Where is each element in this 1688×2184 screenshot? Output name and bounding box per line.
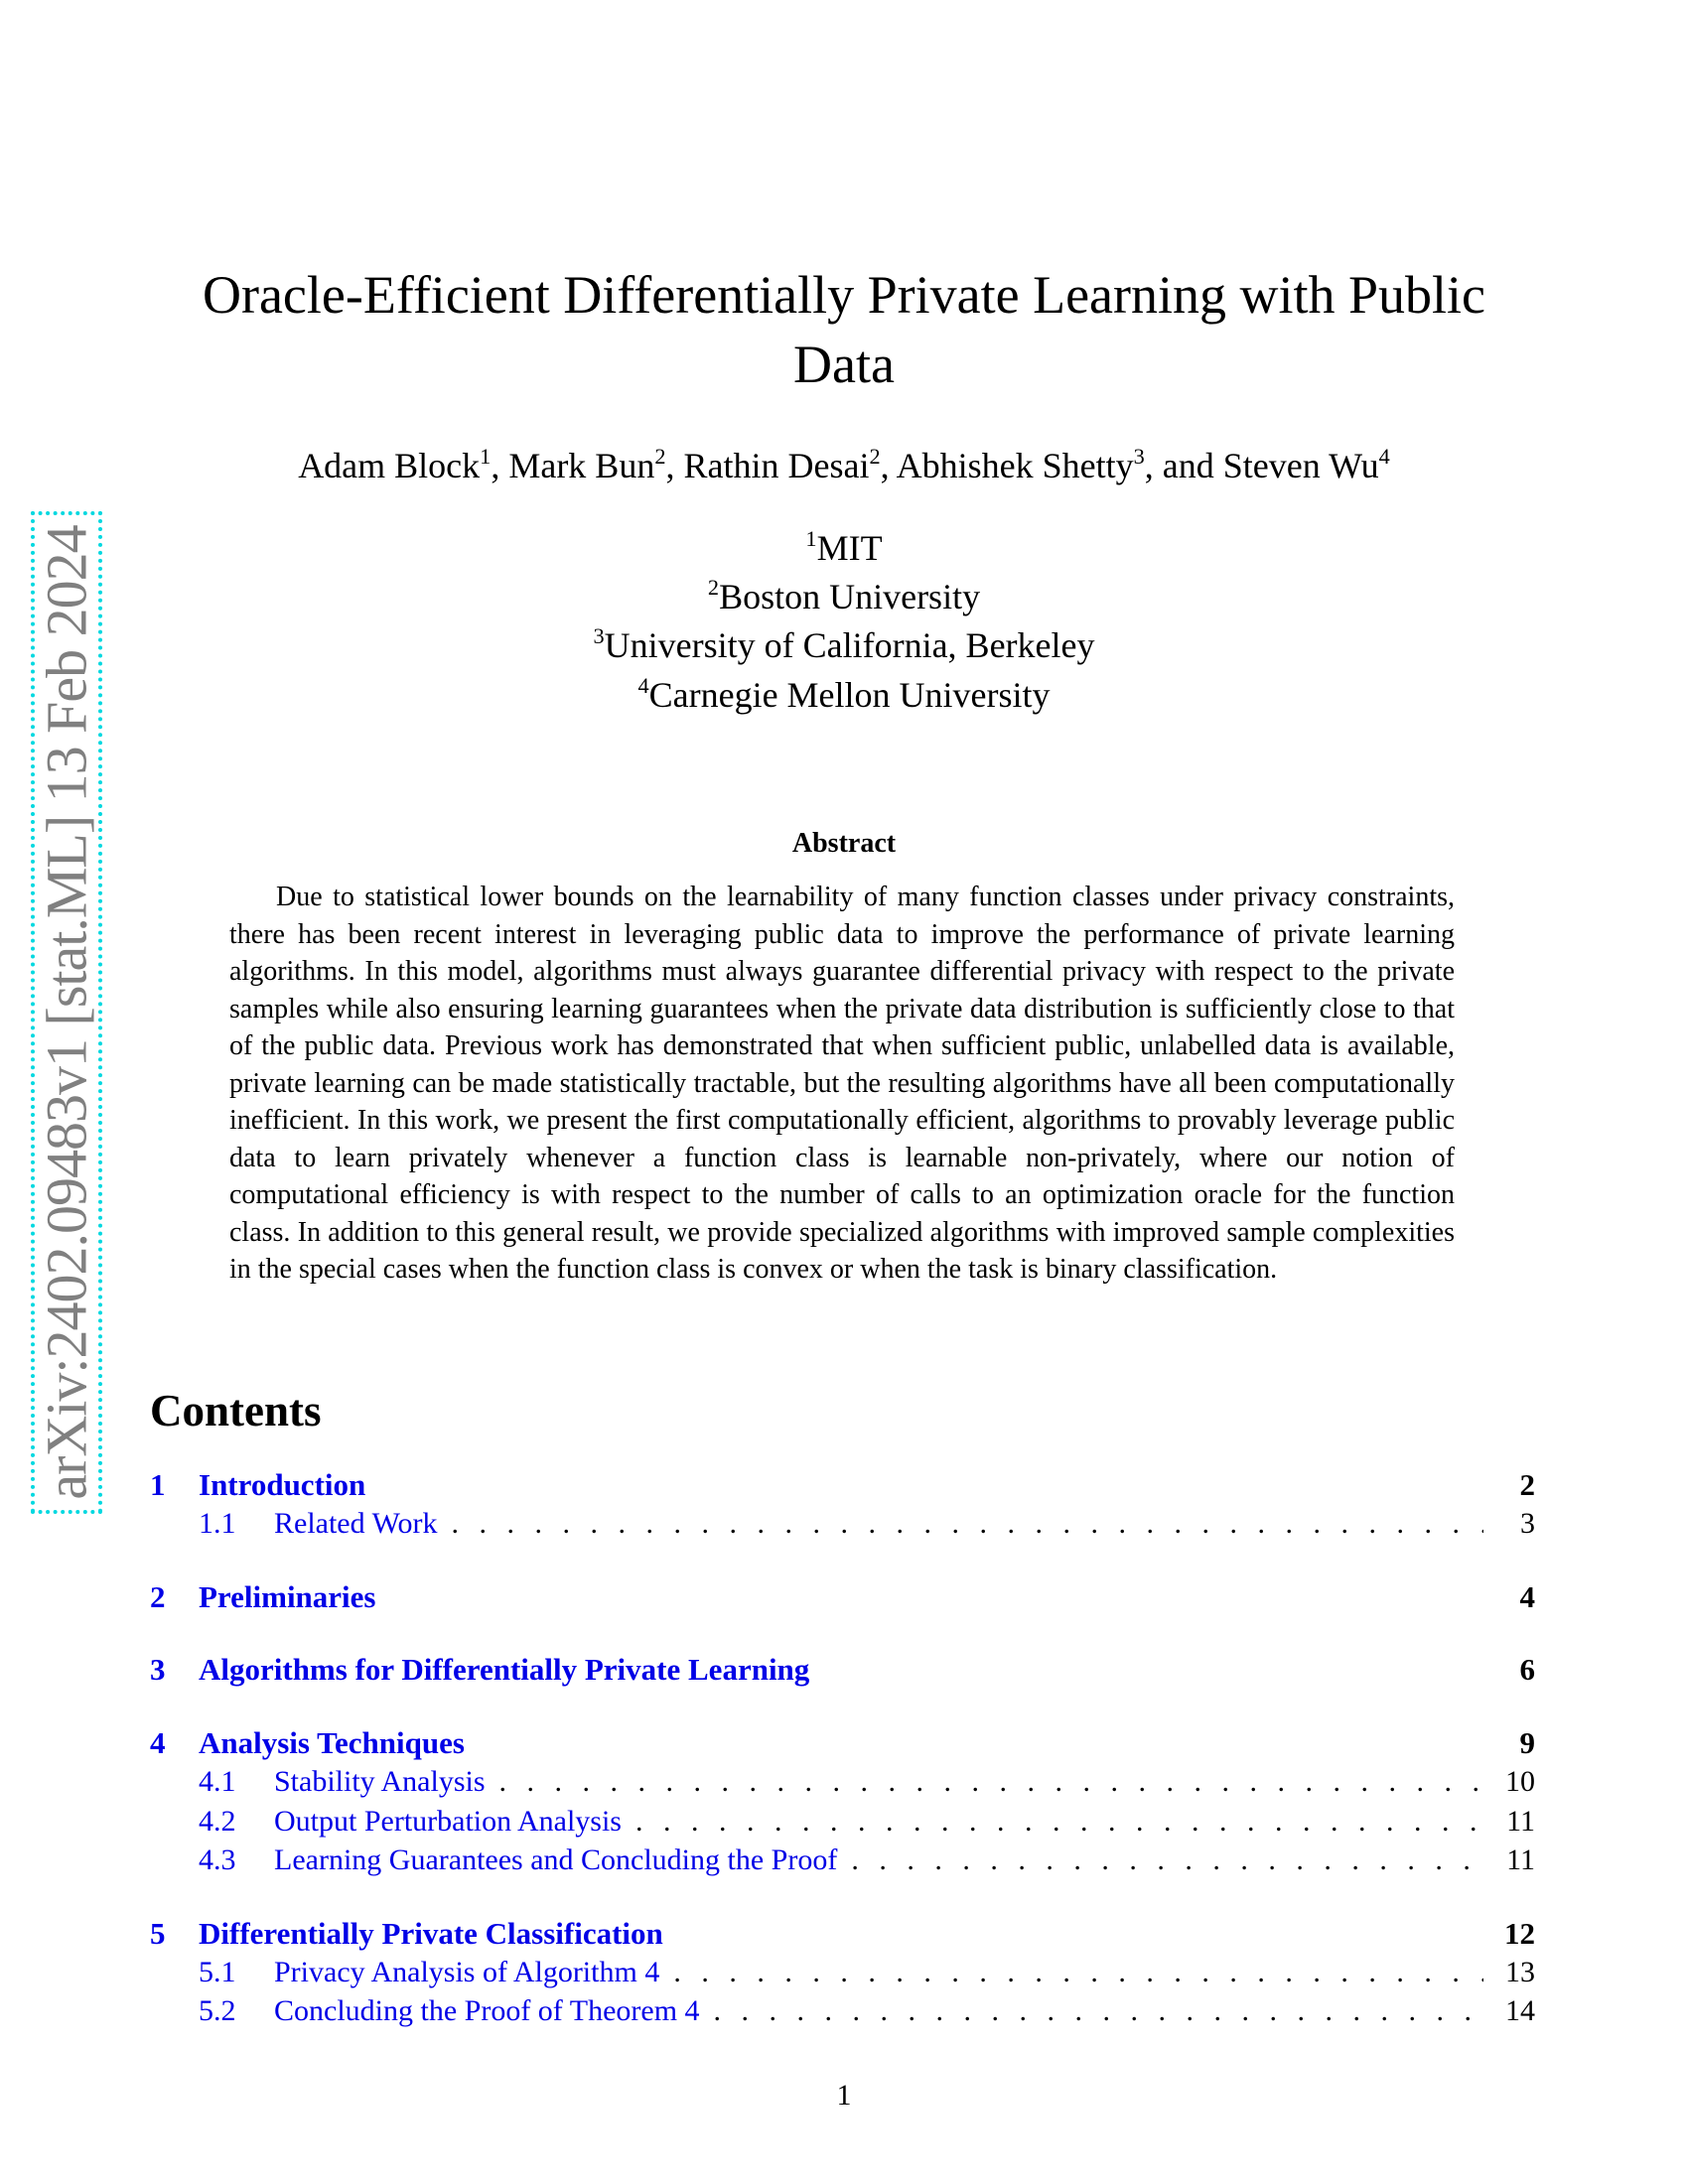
toc-page-number: 9	[1519, 1725, 1535, 1760]
author-separator: ,	[880, 446, 897, 485]
arxiv-stamp-text: arXiv:2402.09483v1 [stat.ML] 13 Feb 2024	[34, 525, 99, 1500]
toc-title[interactable]: Privacy Analysis of Algorithm 4	[274, 1956, 660, 1988]
paper-title	[0, 260, 1688, 399]
abstract-body: Due to statistical lower bounds on the learnability of many function classes under privacy constraints, there has been recent interest in leveraging public data to improve the performance of private learning algorithms. In this model, algorithms must always guarantee differential privacy with respect to the private samples while also ensuring learning guarantees when the private data distribution is sufficiently close to that of the public data. Previous work has demonstrated that when sufficient public, unlabelled data is available, private learning can be made statistically tractable, but the resulting algorithms have all been computationally inefficient. In this work, we present the first computationally efficient, algorithms to provably leverage public data to learn privately whenever a function class is learnable non-privately, where our notion of computational efficiency is with respect to the number of calls to an optimization oracle for the function class. In addition to this general result, we provide specialized algorithms with improved sample complexities in the special cases when the function class is convex or when the task is binary classification.	[229, 882, 1455, 1285]
toc-subsection-link[interactable]	[150, 1507, 1535, 1547]
affiliation-mark: 4	[1378, 444, 1390, 470]
author-name: Steven Wu	[1222, 446, 1379, 485]
contents-heading: Contents	[150, 1386, 322, 1435]
affiliation	[0, 624, 1688, 666]
toc-subsection-link[interactable]	[150, 1805, 1535, 1844]
author-name: Adam Block	[298, 446, 481, 485]
toc-title[interactable]: Concluding the Proof of Theorem 4	[274, 1994, 700, 2027]
toc-title[interactable]: Differentially Private Classification	[199, 1916, 663, 1951]
toc-page-number: 12	[1504, 1916, 1535, 1951]
toc-leader-dots	[673, 1956, 1483, 1989]
page-number: 1	[836, 2079, 852, 2112]
toc-title[interactable]: Preliminaries	[199, 1579, 376, 1614]
toc-title[interactable]: Learning Guarantees and Concluding the Proof	[274, 1843, 838, 1876]
toc-title[interactable]: Introduction	[199, 1467, 366, 1502]
toc-number[interactable]: 5.2	[199, 1994, 236, 2027]
title-line-2: Data	[793, 335, 895, 394]
toc-leader-dots	[499, 1765, 1483, 1799]
toc-page-number: 11	[1506, 1805, 1535, 1838]
toc-number[interactable]: 4.1	[199, 1765, 236, 1798]
affiliation-mark: 4	[637, 673, 649, 699]
affiliation-mark: 2	[654, 444, 666, 470]
toc-page-number: 2	[1519, 1467, 1535, 1502]
toc-page-number: 6	[1519, 1652, 1535, 1687]
toc-number[interactable]: 2	[150, 1579, 166, 1614]
toc-page-number: 3	[1520, 1507, 1535, 1540]
toc-leader-dots	[635, 1805, 1483, 1839]
toc-section-link[interactable]	[150, 1725, 1535, 1765]
affiliation-mark: 1	[480, 444, 492, 470]
affiliation-name: Carnegie Mellon University	[648, 675, 1051, 715]
affiliation-mark: 1	[805, 526, 817, 552]
affiliation-mark: 2	[707, 575, 720, 601]
toc-number[interactable]: 4.2	[199, 1805, 236, 1838]
affiliation-mark: 3	[1133, 444, 1145, 470]
toc-page-number: 14	[1505, 1994, 1535, 2027]
toc-section-link[interactable]	[150, 1467, 1535, 1507]
toc-leader-dots	[714, 1994, 1483, 2028]
toc-title[interactable]: Algorithms for Differentially Private Learning	[199, 1652, 810, 1687]
author-list	[0, 445, 1688, 486]
affiliation-name: Boston University	[719, 577, 981, 616]
toc-subsection-link[interactable]	[150, 1765, 1535, 1805]
toc-number[interactable]: 1	[150, 1467, 166, 1502]
toc-number[interactable]: 5.1	[199, 1956, 236, 1988]
title-line-1: Oracle-Efficient Differentially Private Learning with Public	[202, 265, 1486, 325]
affiliation	[0, 674, 1688, 716]
toc-page-number: 10	[1505, 1765, 1535, 1798]
affiliation-mark: 3	[593, 623, 605, 649]
toc-leader-dots	[851, 1843, 1483, 1877]
toc-section-link[interactable]	[150, 1579, 1535, 1619]
affiliation	[0, 527, 1688, 569]
toc-number[interactable]: 3	[150, 1652, 166, 1687]
toc-page-number: 13	[1505, 1956, 1535, 1988]
toc-number[interactable]: 1.1	[199, 1507, 236, 1540]
toc-subsection-link[interactable]	[150, 1994, 1535, 2034]
toc-section-link[interactable]	[150, 1652, 1535, 1692]
affiliation-name: MIT	[816, 528, 883, 568]
author-name: Mark Bun	[508, 446, 655, 485]
toc-title[interactable]: Stability Analysis	[274, 1765, 486, 1798]
toc-subsection-link[interactable]	[150, 1956, 1535, 1995]
toc-title[interactable]: Related Work	[274, 1507, 438, 1540]
toc-leader-dots	[452, 1507, 1484, 1541]
author-name: Abhishek Shetty	[896, 446, 1134, 485]
toc-number[interactable]: 4	[150, 1725, 166, 1760]
toc-number[interactable]: 4.3	[199, 1843, 236, 1876]
toc-page-number: 4	[1519, 1579, 1535, 1614]
author-separator: ,	[491, 446, 509, 485]
affiliation	[0, 576, 1688, 617]
author-separator: , and	[1144, 446, 1223, 485]
toc-number[interactable]: 5	[150, 1916, 166, 1951]
toc-title[interactable]: Output Perturbation Analysis	[274, 1805, 622, 1838]
author-name: Rathin Desai	[683, 446, 870, 485]
toc-title[interactable]: Analysis Techniques	[199, 1725, 465, 1760]
affiliation-name: University of California, Berkeley	[604, 625, 1095, 665]
toc-page-number: 11	[1506, 1843, 1535, 1876]
abstract-heading: Abstract	[791, 828, 897, 859]
toc-subsection-link[interactable]	[150, 1843, 1535, 1883]
author-separator: ,	[665, 446, 684, 485]
toc-section-link[interactable]	[150, 1916, 1535, 1956]
affiliation-mark: 2	[869, 444, 881, 470]
